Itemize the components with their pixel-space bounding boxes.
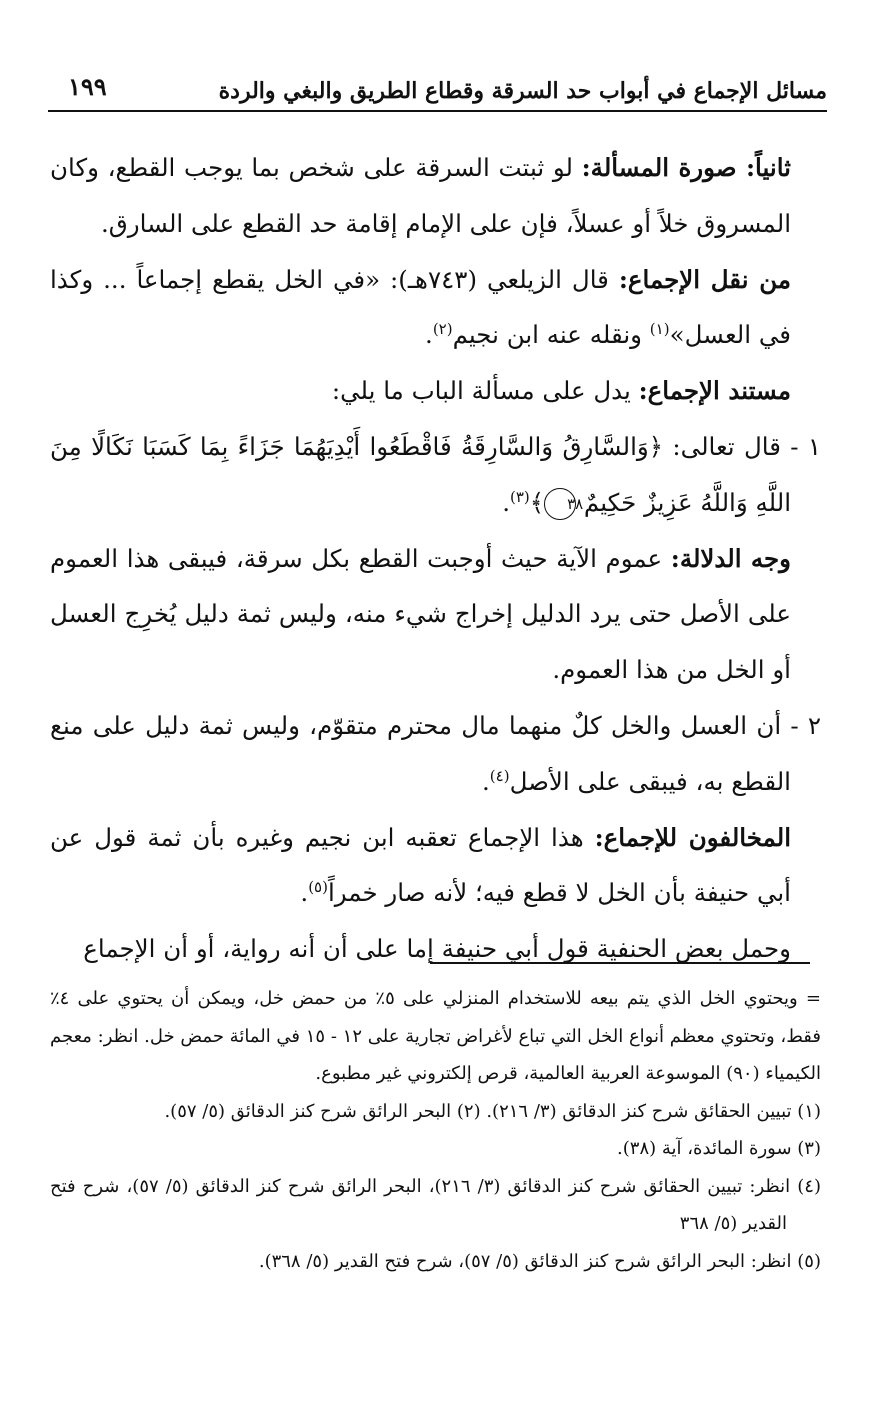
ayah-number-mark: ٣٨ [544,488,576,520]
transmitter-end: . [425,320,433,350]
footnote-continuation: = ويحتوي الخل الذي يتم بيعه للاستخدام المنزلي على ٥٪ من حمض خل، ويمكن أن يحتوي على ٤٪ فقط، وتحتوي معظم أنواع الخل التي تباع لأغراض تجارية على ١٢ - ١٥ في المائة حمض خل. انظر: معجم الكيمياء (٩٠) الموسوعة العربية العالمية، قرص إلكتروني غير مطبوع. [50,988,822,1084]
dissenters-text: هذا الإجماع تعقبه ابن نجيم وغيره بأن ثمة قول عن أبي حنيفة بأن الخل لا قطع فيه؛ لأنه صار خمراً [50,822,791,908]
page-number: ١٩٩ [68,72,107,101]
footnote-4: (٤) انظر: تبيين الحقائق شرح كنز الدقائق (٣/ ٢١٦)، البحر الرائق شرح كنز الدقائق (٥/ ٥٧)، شرح فتح القدير (٥/ ٣٦٨ [50,1175,821,1234]
inference-label: وجه الدلالة: [670,543,791,573]
evidence-item-2 [50,698,821,810]
hanafi-text: وحمل بعض الحنفية قول أبي حنيفة إما على أن أنه رواية، أو أن الإجماع [83,934,791,964]
footnote-ref-4: (٤) [489,766,510,785]
transmitter-label: من نقل الإجماع: [618,264,791,294]
evidence-item-1 [50,419,821,531]
paragraph-dissenters [50,810,821,922]
case-label: ثانياً: صورة المسألة: [581,153,792,182]
item1-end: . [502,487,510,517]
footnote-ref-2: (٢) [432,320,453,339]
item2-text: ٢ - أن العسل والخل كلٌ منهما مال محترم متقوّم، وليس ثمة دليل على منع القطع به، فيبقى على الأصل [50,710,821,796]
dissenters-label: المخالفون للإجماع: [594,822,792,852]
evidence-label: مستند الإجماع: [638,376,791,406]
running-header [48,64,827,112]
main-text [50,140,821,977]
transmitter-text-a: قال الزيلعي (٧٤٣هـ): «في الخل يقطع إجماعاً ... وكذا في العسل» [50,264,791,350]
item1-prefix: ١ - قال تعالى: [663,431,821,461]
footnote-1-2: (١) تبيين الحقائق شرح كنز الدقائق (٣/ ٢١٦). (٢) البحر الرائق شرح كنز الدقائق (٥/ ٥٧). [164,1100,821,1122]
evidence-text: يدل على مسألة الباب ما يلي: [331,376,639,406]
footnote-ref-5: (٥) [308,878,328,897]
item2-end: . [482,766,490,796]
paragraph-inference [50,531,821,698]
dissenters-end: . [300,878,309,908]
footnote-separator [430,962,810,964]
footnote-ref-1: (١) [649,320,670,339]
running-title: مسائل الإجماع في أبواب حد السرقة وقطاع الطريق والبغي والردة [218,78,827,104]
paragraph-consensus-transmitter [50,252,821,364]
transmitter-text-b: ونقله عنه ابن نجيم [452,320,650,350]
footnote-3: (٣) سورة المائدة، آية (٣٨). [617,1138,821,1159]
paragraph-hanafi-interpretation [50,921,821,977]
footnote-5: (٥) انظر: البحر الرائق شرح كنز الدقائق (٥/ ٥٧)، شرح فتح القدير (٥/ ٣٦٨). [258,1250,821,1272]
paragraph-evidence-intro [50,363,821,419]
inference-text: عموم الآية حيث أوجبت القطع بكل سرقة، فيبقى هذا العموم على الأصل حتى يرد الدليل إخراج شيء منه، وليس ثمة دليل يُخرِج العسل أو الخل من هذا العموم. [50,543,791,685]
case-text: لو ثبتت السرقة على شخص بما يوجب القطع، وكان المسروق خلاً أو عسلاً، فإن على الإمام إقامة حد القطع على السارق. [50,153,791,238]
quran-verse: ﴿وَالسَّارِقُ وَالسَّارِقَةُ فَاقْطَعُوا أَيْدِيَهُمَا جَزَاءً بِمَا كَسَبَا نَكَالًا مِنَ اللَّهِ وَاللَّهُ عَزِيزٌ حَكِيمٌ [50,431,791,517]
paragraph-case-description [50,140,821,252]
verse-close: ﴾ [529,487,545,517]
footnotes [50,980,821,1280]
footnote-ref-3: (٣) [509,487,530,506]
